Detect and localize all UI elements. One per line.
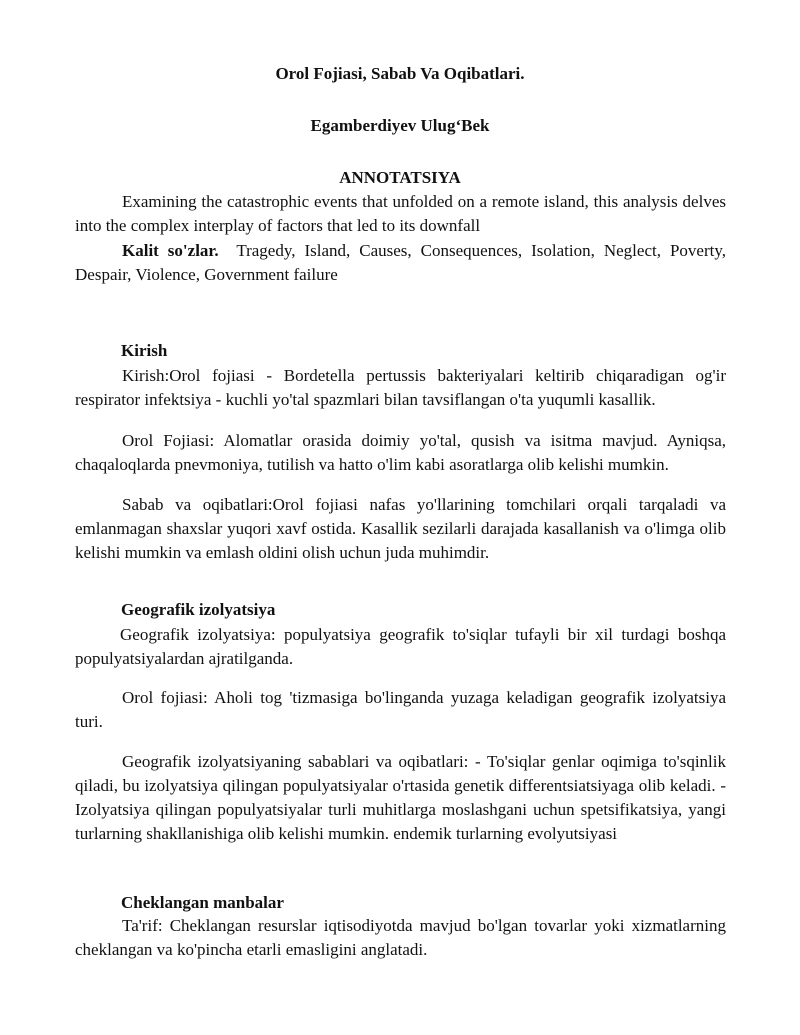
- geografik-paragraph-2: Orol fojiasi: Aholi tog 'tizmasiga bo'linganda yuzaga keladigan geografik izolyatsiya turi.: [75, 688, 726, 731]
- annotation-text: Examining the catastrophic events that unfolded on a remote island, this analysis delves into the complex interplay of factors that led to its downfall: [75, 192, 726, 235]
- kirish-paragraph-2: Orol Fojiasi: Alomatlar orasida doimiy yo'tal, qusish va isitma mavjud. Ayniqsa, chaqaloqlarda pnevmoniya, tutilish va hatto o'lim kabi asoratlarga olib kelishi mumkin.: [75, 431, 726, 474]
- geografik-paragraph-3: Geografik izolyatsiyaning sabablari va oqibatlari: - To'siqlar genlar oqimiga to'sqinlik qiladi, bu izolyatsiya qilingan populyatsiyalar o'rtasida genetik differentsiatsiyaga olib keladi. - Izolyatsiya qilingan populyatsiyalar turli muhitlarga moslashgani uchun spetsifikatsiya, yangi turlarning shakllanishiga olib kelishi mumkin. endemik turlarning evolyutsiyasi: [75, 752, 726, 843]
- kirish-paragraph-1: Kirish:Orol fojiasi - Bordetella pertussis bakteriyalari keltirib chiqaradigan og'ir respirator infektsiya - kuchli yo'tal spazmlari bilan tavsiflangan o'ta yuqumli kasallik.: [75, 366, 726, 409]
- section-heading-geografik: Geografik izolyatsiya: [121, 600, 276, 619]
- paper-title: Orol Fojiasi, Sabab Va Oqibatlari.: [275, 64, 525, 83]
- kirish-paragraph-3: Sabab va oqibatlari:Orol fojiasi nafas yo'llarining tomchilari orqali tarqaladi va emlanmagan shaxslar yuqori xavf ostida. Kasallik sezilarli darajada kasallanish va o'limga olib kelishi mumkin va emlash oldini olish uchun juda muhimdir.: [75, 495, 726, 562]
- author-name: Egamberdiyev Ulug‘Bek: [310, 116, 490, 135]
- keywords-label: Kalit so'zlar.: [122, 241, 219, 260]
- annotation-heading: ANNOTATSIYA: [339, 168, 461, 187]
- section-heading-kirish: Kirish: [121, 341, 168, 360]
- geografik-paragraph-1: Geografik izolyatsiya: populyatsiya geografik to'siqlar tufayli bir xil turdagi boshqa populyatsiyalardan ajratilganda.: [75, 625, 726, 668]
- keywords-text: Tragedy, Island, Causes, Consequences, Isolation, Neglect, Poverty, Despair, Violence, Government failure: [75, 241, 726, 284]
- keywords-paragraph: [75, 239, 726, 287]
- section-heading-cheklangan: Cheklangan manbalar: [121, 893, 284, 912]
- cheklangan-paragraph-1: Ta'rif: Cheklangan resurslar iqtisodiyotda mavjud bo'lgan tovarlar yoki xizmatlarning cheklangan va ko'pincha etarli emasligini anglatadi.: [75, 916, 726, 959]
